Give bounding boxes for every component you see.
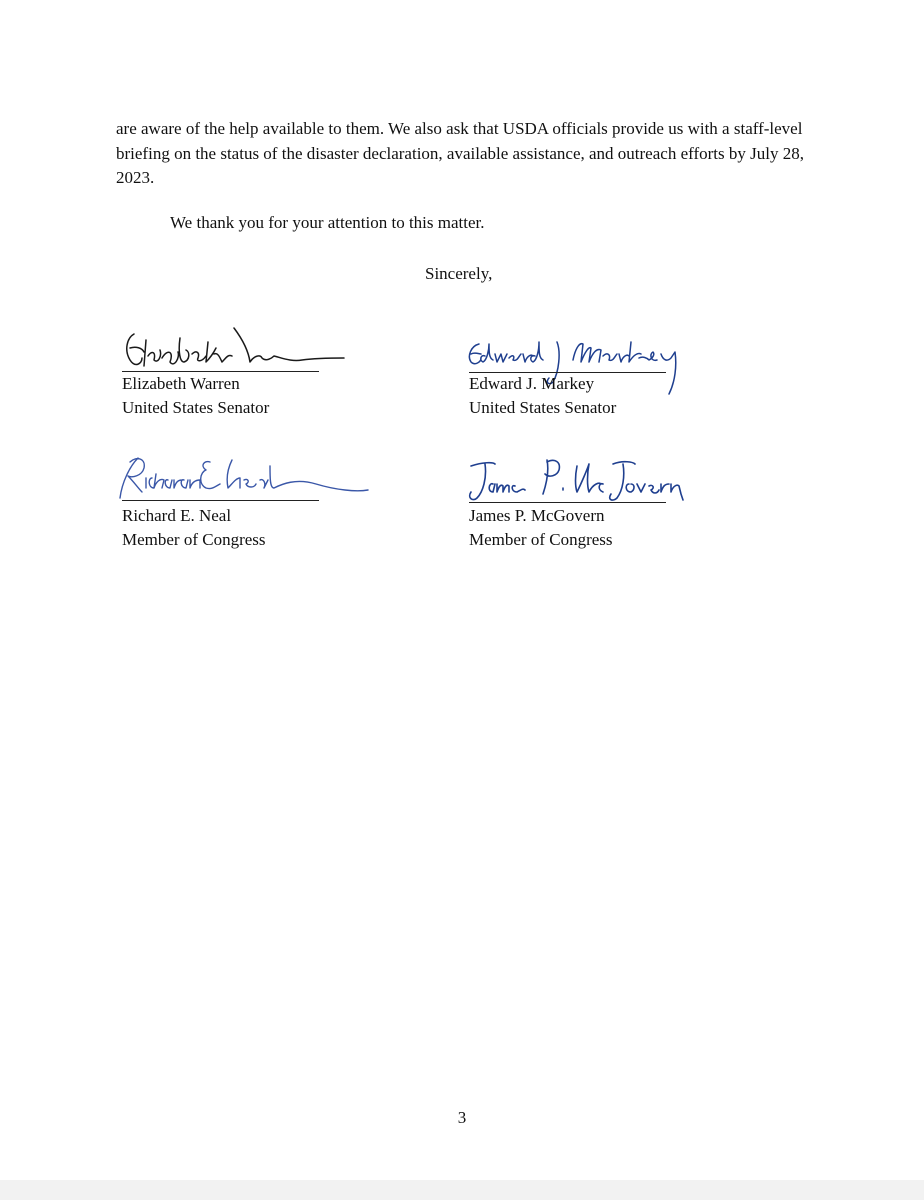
signatory-name: James P. McGovern (469, 506, 605, 525)
letter-body (116, 117, 816, 191)
signatory-name: Elizabeth Warren (122, 374, 240, 393)
signature-mcgovern (463, 454, 693, 512)
signature-block-neal (122, 448, 422, 558)
signatory-name: Edward J. Markey (469, 374, 595, 393)
signature-warren (122, 318, 347, 374)
page-bottom-margin (0, 1180, 924, 1200)
signature-neal (116, 448, 376, 504)
page-number: 3 (457, 1108, 467, 1127)
signatory-title: Member of Congress (469, 530, 613, 549)
signature-block-warren (122, 318, 422, 428)
signature-block-mcgovern (469, 452, 769, 562)
signatory-name: Richard E. Neal (122, 506, 232, 525)
thanks-line: We thank you for your attention to this matter. (170, 213, 485, 232)
body-paragraph: are aware of the help available to them. We also ask that USDA officials provide us with a staff-level briefing on the status of the disaster declaration, available assistance, and outreach efforts by July 28, 2023. (116, 119, 804, 187)
closing-salutation: Sincerely, (425, 264, 493, 283)
signatory-title: United States Senator (469, 398, 617, 417)
signatory-title: United States Senator (122, 398, 270, 417)
signatory-title: Member of Congress (122, 530, 266, 549)
signature-block-markey (469, 330, 769, 430)
